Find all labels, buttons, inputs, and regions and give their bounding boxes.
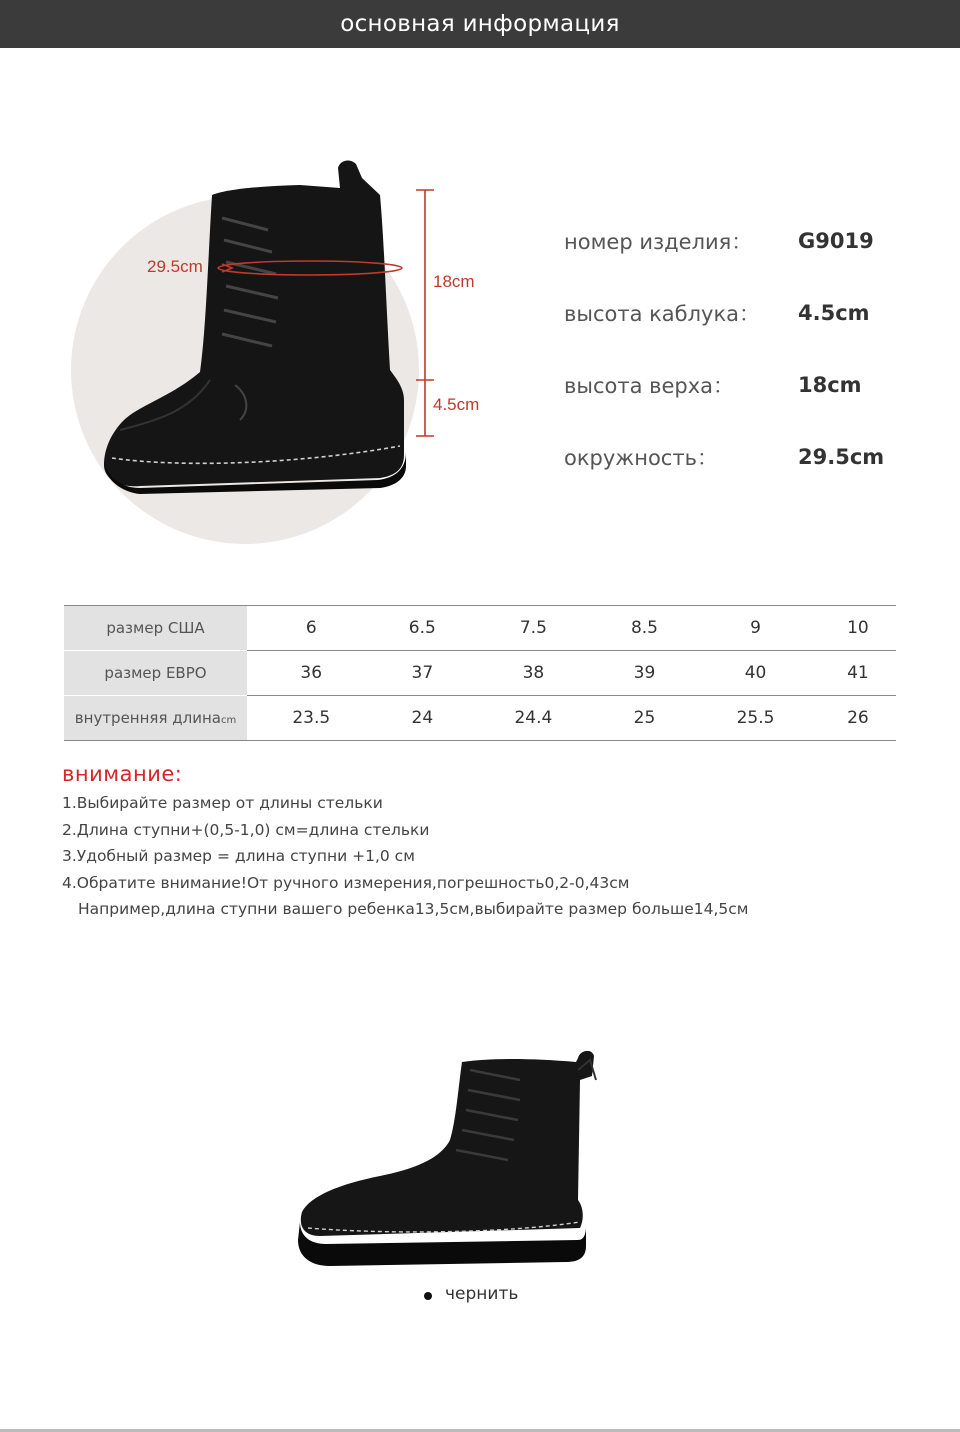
notice-line: 1.Выбирайте размер от длины стельки xyxy=(62,794,383,812)
table-cell: 6.5 xyxy=(376,606,470,651)
table-cell: 37 xyxy=(376,651,470,696)
spec-label: окружность： xyxy=(564,446,718,470)
table-row-us-size xyxy=(64,606,896,651)
table-cell: 10 xyxy=(820,606,896,651)
spec-value: G9019 xyxy=(798,229,874,253)
spec-value: 4.5cm xyxy=(798,301,870,325)
table-row-insole-length xyxy=(64,696,896,741)
table-cell: 24.4 xyxy=(469,696,598,741)
table-cell: 23.5 xyxy=(247,696,376,741)
table-cell: 39 xyxy=(598,651,692,696)
table-cell: 25.5 xyxy=(691,696,820,741)
table-cell: 8.5 xyxy=(598,606,692,651)
notice-title: внимание: xyxy=(62,762,183,786)
notice-line: 2.Длина ступни+(0,5-1,0) см=длина стельки xyxy=(62,820,430,839)
table-cell: 9 xyxy=(691,606,820,651)
notice-line: 3.Удобный размер = длина ступни +1,0 см xyxy=(62,847,415,865)
notice-section xyxy=(62,762,942,923)
table-cell: 6 xyxy=(247,606,376,651)
product-image xyxy=(280,1040,600,1280)
row-header-unit: cm xyxy=(220,715,237,726)
spec-value: 29.5cm xyxy=(798,445,885,469)
spec-value: 18cm xyxy=(798,373,862,397)
page-title: основная информация xyxy=(340,11,620,37)
table-row-eu-size xyxy=(64,651,896,696)
table-cell: 25 xyxy=(598,696,692,741)
table-cell: 7.5 xyxy=(469,606,598,651)
row-header xyxy=(64,696,247,741)
row-header-label: внутренняя длина xyxy=(74,709,221,727)
row-header: размер ЕВРО xyxy=(64,651,247,696)
table-cell: 40 xyxy=(691,651,820,696)
page-header xyxy=(0,0,960,48)
spec-label: высота каблука： xyxy=(564,302,761,326)
color-dot-icon xyxy=(424,1292,432,1300)
table-cell: 38 xyxy=(469,651,598,696)
notice-line: Например,длина ступни вашего ребенка13,5см,выбирайте размер больше14,5см xyxy=(78,900,749,918)
table-cell: 26 xyxy=(820,696,896,741)
notice-line: 4.Обратите внимание!От ручного измерения,погрешность0,2-0,43см xyxy=(62,873,630,892)
boot-side-view xyxy=(298,1051,596,1266)
spec-row-upper-height xyxy=(564,349,944,421)
height-dimension-lines xyxy=(416,190,434,436)
table-cell: 36 xyxy=(247,651,376,696)
table-cell: 41 xyxy=(820,651,896,696)
table-cell: 24 xyxy=(376,696,470,741)
spec-row-article xyxy=(564,205,944,277)
circumference-label: 29.5cm xyxy=(147,257,203,276)
spec-row-heel-height xyxy=(564,277,944,349)
spec-list xyxy=(564,205,944,493)
color-option-black[interactable] xyxy=(424,1284,518,1304)
spec-label: номер изделия： xyxy=(564,230,753,254)
upper-height-label: 18cm xyxy=(433,272,475,291)
heel-height-label: 4.5cm xyxy=(433,395,480,414)
row-header: размер США xyxy=(64,606,247,651)
size-table xyxy=(64,605,896,741)
color-option-label: чернить xyxy=(445,1284,519,1304)
spec-row-circumference xyxy=(564,421,944,493)
spec-label: высота верха： xyxy=(564,374,735,398)
